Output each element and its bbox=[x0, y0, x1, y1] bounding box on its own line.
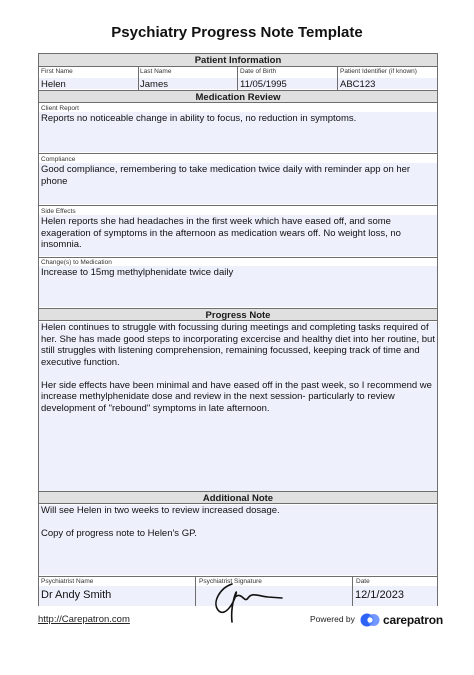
document-title: Psychiatry Progress Note Template bbox=[111, 24, 363, 41]
progress-note-field[interactable] bbox=[41, 322, 437, 414]
note-form bbox=[38, 53, 438, 606]
date-field[interactable]: 12/1/2023 bbox=[355, 589, 404, 601]
date-label: Date bbox=[356, 578, 370, 585]
compliance-label: Compliance bbox=[41, 156, 76, 163]
medication-changes-label: Change(s) to Medication bbox=[41, 259, 112, 266]
additional-note-heading: Additional Note bbox=[39, 491, 437, 504]
patient-id-field[interactable]: ABC123 bbox=[340, 79, 376, 90]
last-name-label: Last Name bbox=[140, 68, 172, 75]
client-report-field[interactable]: Reports no noticeable change in ability to focus, no reduction in symptoms. bbox=[41, 113, 357, 124]
medication-review-heading: Medication Review bbox=[39, 90, 437, 103]
additional-note-line: Will see Helen in two weeks to review increased dosage. bbox=[41, 505, 280, 516]
additional-note-line: Copy of progress note to Helen's GP. bbox=[41, 528, 197, 539]
progress-note-paragraph: Her side effects have been minimal and have eased off in the past week, so I recommend we increase methylphenidate dose and review in the next session- particularly to review development of "rebound" symptoms in late afternoon. bbox=[41, 379, 432, 414]
progress-note-paragraph: Helen continues to struggle with focussing during meetings and completing tasks required of her. She has made good steps to incorporating excercise and healthy diet into her routine, but still struggles with listening comprehension, remaining focussed, keeping track of time and executive function. bbox=[41, 322, 435, 368]
powered-by-text: Powered by bbox=[310, 614, 355, 624]
patient-info-heading: Patient Information bbox=[39, 54, 437, 67]
signature-label: Psychiatrist Signature bbox=[199, 578, 262, 585]
progress-note-heading: Progress Note bbox=[39, 308, 437, 321]
additional-note-field[interactable] bbox=[41, 505, 437, 540]
medication-changes-field[interactable]: Increase to 15mg methylphenidate twice daily bbox=[41, 267, 234, 278]
compliance-field[interactable]: Good compliance, remembering to take medication twice daily with reminder app on her phone bbox=[41, 164, 411, 187]
patient-info-fill bbox=[39, 78, 437, 89]
side-effects-label: Side Effects bbox=[41, 208, 76, 215]
carepatron-logo[interactable] bbox=[360, 611, 443, 629]
first-name-field[interactable]: Helen bbox=[41, 79, 66, 90]
brand-name: carepatron bbox=[383, 613, 444, 627]
psychiatrist-name-label: Psychiatrist Name bbox=[41, 578, 94, 585]
dob-label: Date of Birth bbox=[240, 68, 277, 75]
dob-field[interactable]: 11/05/1995 bbox=[240, 79, 287, 90]
side-effects-field[interactable]: Helen reports she had headaches in the first week which have eased off, and some exageration of symptoms in the afternoon as medication wears off. No weight loss, no insomnia. bbox=[41, 216, 401, 250]
psychiatrist-name-field[interactable]: Dr Andy Smith bbox=[41, 589, 112, 601]
last-name-field[interactable]: James bbox=[140, 79, 168, 90]
patient-id-label: Patient Identifier (if known) bbox=[340, 68, 417, 75]
client-report-label: Client Report bbox=[41, 105, 79, 112]
signature-drawing bbox=[208, 574, 288, 626]
first-name-label: First Name bbox=[41, 68, 73, 75]
carepatron-link[interactable]: http://Carepatron.com bbox=[38, 614, 130, 625]
carepatron-logo-icon bbox=[360, 611, 380, 629]
